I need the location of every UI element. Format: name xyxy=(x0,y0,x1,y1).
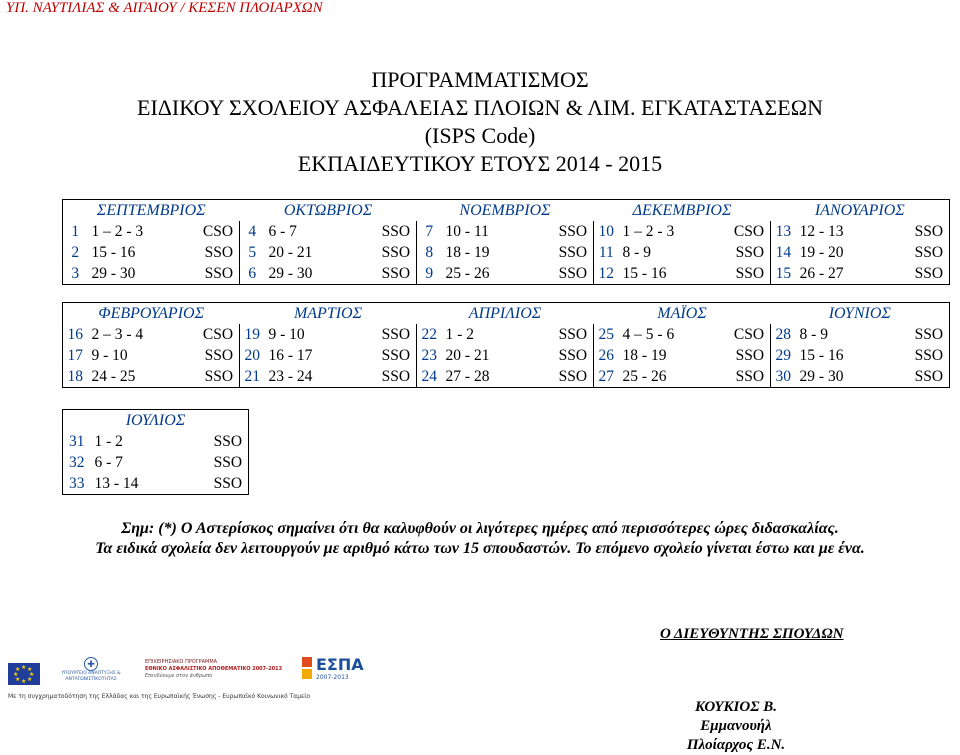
course-number: 9 xyxy=(417,263,442,285)
course-number: 25 xyxy=(594,324,619,345)
course-type: SSO xyxy=(735,347,765,364)
course-dates: 9 - 10 xyxy=(91,347,128,364)
course-type: SSO xyxy=(893,324,950,345)
course-type: SSO xyxy=(183,263,240,285)
course-type: SSO xyxy=(360,263,417,285)
course-number: 10 xyxy=(594,221,619,242)
month-header: ΜΑΡΤΙΟΣ xyxy=(240,303,417,325)
signatory-rank: Πλοίαρχος Ε.Ν. xyxy=(686,737,786,753)
course-dates: 18 - 19 xyxy=(445,244,490,261)
course-type: SSO xyxy=(558,223,588,240)
course-dates: 27 - 28 xyxy=(442,366,537,388)
course-number: 31 xyxy=(63,431,91,452)
course-number: 21 xyxy=(240,366,265,388)
course-dates: 6 - 7 xyxy=(268,223,297,240)
course-dates: 1 - 2 xyxy=(445,326,474,343)
funding-logos xyxy=(0,655,480,735)
course-number: 22 xyxy=(417,324,442,345)
course-type: SSO xyxy=(381,223,411,240)
course-number: 16 xyxy=(63,324,88,345)
course-type: SSO xyxy=(558,244,588,261)
course-dates: 29 - 30 xyxy=(88,263,183,285)
course-dates: 2 – 3 - 4 xyxy=(91,326,144,343)
course-type: SSO xyxy=(183,431,249,452)
course-dates: 1 – 2 - 3 xyxy=(91,223,144,240)
course-number: 23 xyxy=(417,345,442,366)
course-dates: 16 - 17 xyxy=(268,347,313,364)
course-type: CSO xyxy=(733,223,765,240)
month-header: ΜΑΪΟΣ xyxy=(594,303,771,325)
table-row xyxy=(63,431,249,452)
course-type: SSO xyxy=(360,366,417,388)
month-header: ΑΠΡΙΛΙΟΣ xyxy=(417,303,594,325)
note-line-1: Σημ: (*) Ο Αστερίσκος σημαίνει ότι θα καλυφθούν οι λιγότερες ημέρες από περισσότερες ώρες διδασκαλίας. xyxy=(121,520,839,537)
course-type: SSO xyxy=(893,366,950,388)
operational-programme-logo xyxy=(145,659,295,691)
course-type: SSO xyxy=(558,326,588,343)
espa-square-icon xyxy=(302,657,312,667)
table-row xyxy=(63,473,249,495)
month-header: ΙΟΥΝΙΟΣ xyxy=(771,303,950,325)
course-number: 13 xyxy=(771,221,796,242)
course-type: SSO xyxy=(204,244,234,261)
ministry-logo xyxy=(48,657,134,691)
header-line: ΥΠ. ΝΑΥΤΙΛΙΑΣ & ΑΙΓΑΙΟΥ / ΚΕΣΕΝ ΠΛΟΙΑΡΧΩΝ xyxy=(6,0,323,16)
course-dates: 18 - 19 xyxy=(622,347,667,364)
course-dates: 23 - 24 xyxy=(265,366,360,388)
course-number: 7 xyxy=(417,221,442,242)
course-type: SSO xyxy=(537,366,594,388)
schedule-table-summer xyxy=(62,409,249,495)
course-dates: 1 - 2 xyxy=(94,433,123,450)
signatory-name: ΚΟΥΚΙΟΣ Β. Εμμανουήλ xyxy=(694,699,778,734)
course-number: 17 xyxy=(63,345,88,366)
course-number: 29 xyxy=(771,345,796,366)
signature-block xyxy=(666,698,806,755)
course-number: 18 xyxy=(63,366,88,388)
course-dates: 29 - 30 xyxy=(265,263,360,285)
espa-word: ΕΣΠΑ xyxy=(316,655,364,674)
schedule-table-spring xyxy=(62,302,950,388)
table-row xyxy=(63,345,950,366)
course-number: 4 xyxy=(240,221,265,242)
course-type: SSO xyxy=(714,263,771,285)
course-type: SSO xyxy=(714,366,771,388)
course-number: 24 xyxy=(417,366,442,388)
month-header-row xyxy=(63,303,950,325)
op-title: ΕΘΝΙΚΟ ΑΣΦΑΛΙΣΤΙΚΟ ΑΠΟΘΕΜΑΤΙΚΟ 2007-2013 xyxy=(145,666,283,672)
course-dates: 15 - 16 xyxy=(91,244,136,261)
table-row xyxy=(63,366,950,388)
course-dates: 9 - 10 xyxy=(268,326,305,343)
course-type: SSO xyxy=(893,242,950,263)
course-dates: 24 - 25 xyxy=(88,366,183,388)
course-dates: 25 - 26 xyxy=(619,366,714,388)
title-line-3: (ISPS Code) xyxy=(424,123,536,148)
month-header: ΣΕΠΤΕΜΒΡΙΟΣ xyxy=(63,200,240,222)
greek-emblem-icon: ✚ xyxy=(84,657,98,671)
course-dates: 15 - 16 xyxy=(799,347,844,364)
table-row xyxy=(63,263,950,285)
month-header-row xyxy=(63,410,249,432)
course-number: 20 xyxy=(240,345,265,366)
course-type: SSO xyxy=(204,347,234,364)
op-label: ΕΠΙΧΕΙΡΗΣΙΑΚΟ ΠΡΟΓΡΑΜΜΑ xyxy=(145,659,218,665)
course-number: 19 xyxy=(240,324,265,345)
course-number: 1 xyxy=(63,221,88,242)
course-type: SSO xyxy=(183,366,240,388)
ministry-logo-text: ΥΠΟΥΡΓΕΙΟ ΑΝΑΠΤΥΞΗΣ & ΑΝΤΑΓΩΝΙΣΤΙΚΟΤΗΤΑΣ xyxy=(61,671,121,682)
course-dates: 12 - 13 xyxy=(799,223,844,240)
course-dates: 13 - 14 xyxy=(91,473,183,495)
course-type: SSO xyxy=(381,347,411,364)
title-line-4: ΕΚΠΑΙΔΕΥΤΙΚΟΥ ΕΤΟΥΣ 2014 - 2015 xyxy=(297,151,663,176)
course-type: SSO xyxy=(183,452,249,473)
course-dates: 19 - 20 xyxy=(799,244,844,261)
course-dates: 29 - 30 xyxy=(796,366,893,388)
table-row xyxy=(63,452,249,473)
course-number: 27 xyxy=(594,366,619,388)
course-dates: 10 - 11 xyxy=(445,223,489,240)
month-header: ΙΟΥΛΙΟΣ xyxy=(63,410,249,432)
signatory-title: Ο ΔΙΕΥΘΥΝΤΗΣ ΣΠΟΥΔΩΝ xyxy=(660,626,844,642)
course-dates: 1 – 2 - 3 xyxy=(622,223,675,240)
month-header: ΔΕΚΕΜΒΡΙΟΣ xyxy=(594,200,771,222)
month-header: ΟΚΤΩΒΡΙΟΣ xyxy=(240,200,417,222)
course-number: 3 xyxy=(63,263,88,285)
course-dates: 20 - 21 xyxy=(268,244,313,261)
course-type: SSO xyxy=(735,244,765,261)
table-row xyxy=(63,324,950,345)
course-type: SSO xyxy=(381,326,411,343)
schedule-table-autumn xyxy=(62,199,950,285)
course-type: CSO xyxy=(733,326,765,343)
course-number: 5 xyxy=(240,242,265,263)
course-dates: 4 – 5 - 6 xyxy=(622,326,675,343)
course-number: 26 xyxy=(594,345,619,366)
course-dates: 8 - 9 xyxy=(622,244,651,261)
espa-logo xyxy=(302,657,366,691)
course-type: SSO xyxy=(893,263,950,285)
course-type: SSO xyxy=(893,345,950,366)
course-type: SSO xyxy=(537,263,594,285)
month-header: ΙΑΝΟΥΑΡΙΟΣ xyxy=(771,200,950,222)
course-dates: 15 - 16 xyxy=(619,263,714,285)
espa-square-icon xyxy=(302,669,312,679)
course-dates: 20 - 21 xyxy=(445,347,490,364)
title-line-1: ΠΡΟΓΡΑΜΜΑΤΙΣΜΟΣ xyxy=(371,67,589,92)
course-type: SSO xyxy=(381,244,411,261)
course-number: 2 xyxy=(63,242,88,263)
course-number: 30 xyxy=(771,366,796,388)
course-number: 15 xyxy=(771,263,796,285)
course-type: CSO xyxy=(202,326,234,343)
month-header-row xyxy=(63,200,950,222)
month-header: ΦΕΒΡΟΥΑΡΙΟΣ xyxy=(63,303,240,325)
course-number: 6 xyxy=(240,263,265,285)
course-number: 32 xyxy=(63,452,91,473)
course-type: SSO xyxy=(183,473,249,495)
table-row xyxy=(63,221,950,242)
espa-years: 2007-2013 xyxy=(316,674,349,681)
course-type: CSO xyxy=(202,223,234,240)
table-row xyxy=(63,242,950,263)
course-type: SSO xyxy=(558,347,588,364)
eu-flag-icon: ★ ★ ★ ★ ★ ★ ★ ★ xyxy=(8,663,40,685)
course-number: 14 xyxy=(771,242,796,263)
cofunding-statement: Με τη συγχρηματοδότηση της Ελλάδας και της Ευρωπαϊκής Ένωσης - Ευρωπαϊκό Κοινωνικό Ταμείο xyxy=(8,693,311,700)
note-line-2: Τα ειδικά σχολεία δεν λειτουργούν με αριθμό κάτω των 15 σπουδαστών. Το επόμενο σχολείο γίνεται έστω και με ένα. xyxy=(95,540,865,557)
course-number: 28 xyxy=(771,324,796,345)
course-number: 11 xyxy=(594,242,619,263)
document-title xyxy=(0,66,960,178)
course-number: 33 xyxy=(63,473,91,495)
op-slogan: Επενδύουμε στον άνθρωπο xyxy=(145,673,213,679)
course-number: 12 xyxy=(594,263,619,285)
course-number: 8 xyxy=(417,242,442,263)
title-line-2: ΕΙΔΙΚΟΥ ΣΧΟΛΕΙΟΥ ΑΣΦΑΛΕΙΑΣ ΠΛΟΙΩΝ & ΛΙΜ. ΕΓΚΑΤΑΣΤΑΣΕΩΝ xyxy=(137,95,823,120)
course-dates: 6 - 7 xyxy=(94,454,123,471)
course-dates: 26 - 27 xyxy=(796,263,893,285)
month-header: ΝΟΕΜΒΡΙΟΣ xyxy=(417,200,594,222)
course-dates: 25 - 26 xyxy=(442,263,537,285)
course-dates: 8 - 9 xyxy=(799,326,828,343)
course-type: SSO xyxy=(893,221,950,242)
